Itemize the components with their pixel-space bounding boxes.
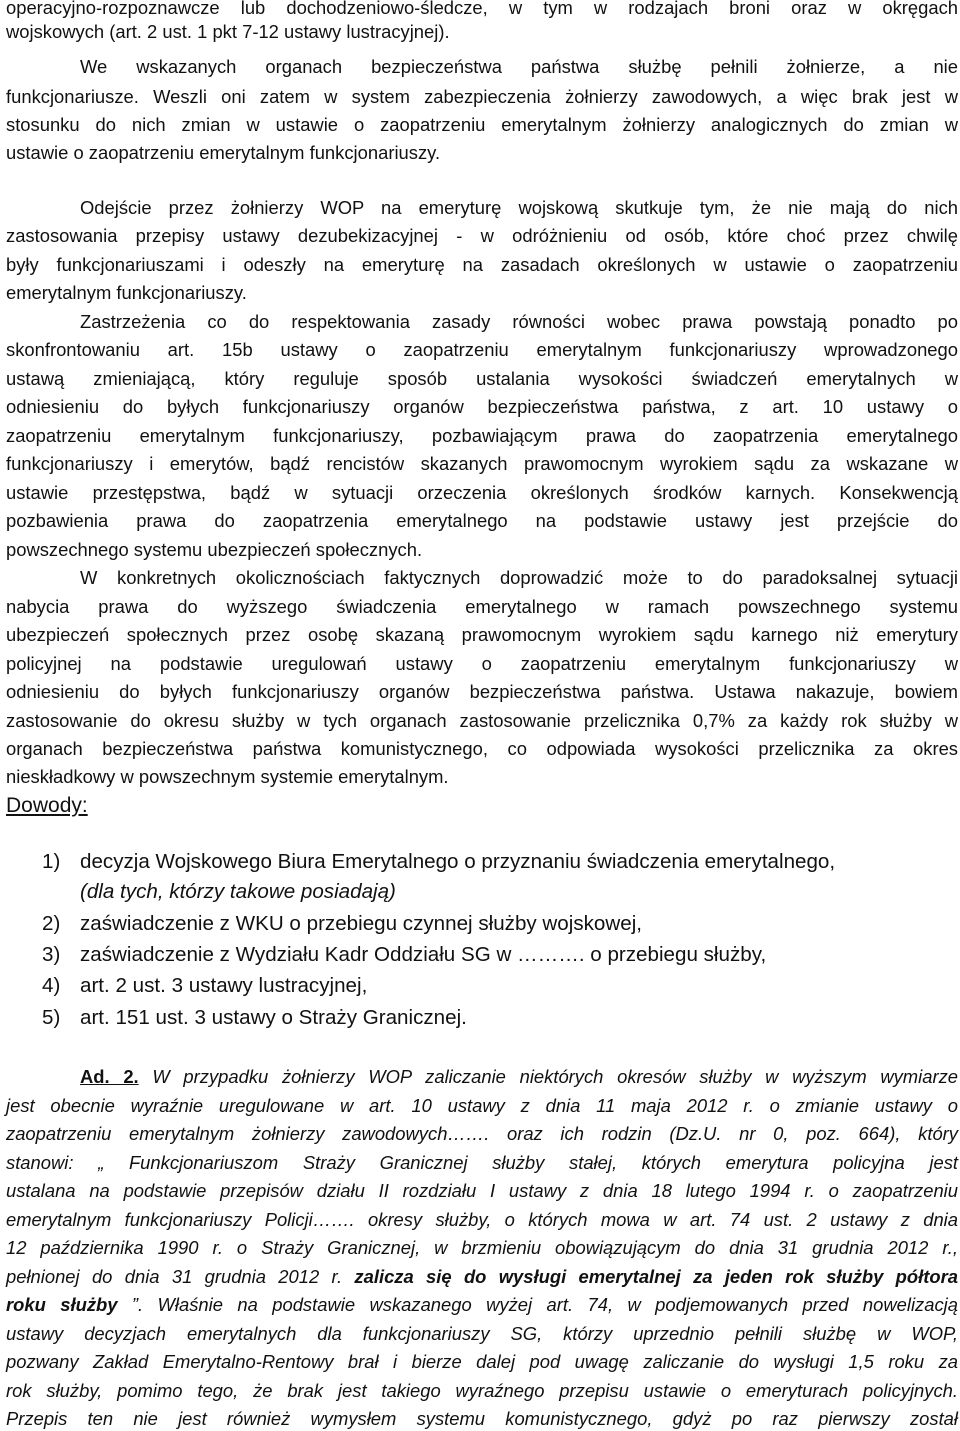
text-line: emerytalnym funkcjonariuszy. bbox=[6, 282, 247, 303]
text-line: zaopatrzeniu emerytalnym funkcjonariuszy, pozbawiającym prawa do zaopatrzenia emerytalnego bbox=[6, 425, 958, 446]
text-line: policyjnej na podstawie uregulowań ustawy o zaopatrzeniu emerytalnym funkcjonariuszy w bbox=[6, 653, 958, 674]
text-line: 12 października 1990 r. o Straży Granicznej, w brzmieniu obowiązującym do dnia 31 grudnia 2012 r., bbox=[6, 1237, 958, 1258]
list-text: (dla tych, którzy takowe posiadają) bbox=[80, 880, 396, 903]
emphasis-span: roku służby bbox=[6, 1294, 118, 1315]
text-line: ustawą zmieniającą, który reguluje sposób ustalania wysokości świadczeń emerytalnych w bbox=[6, 368, 958, 389]
text-line: operacyjno-rozpoznawcze lub dochodzeniowo-śledcze, w tym w rodzajach broni oraz w okręgach bbox=[6, 0, 958, 18]
text-line: zaopatrzeniu emerytalnym żołnierzy zawodowych……. oraz ich rodzin (Dz.U. nr 0, poz. 664), który bbox=[6, 1123, 958, 1144]
text-line: stanowi: „ Funkcjonariuszom Straży Granicznej służby stałej, których emerytura policyjna jest bbox=[6, 1152, 958, 1173]
list-number: 4) bbox=[42, 974, 61, 997]
emphasis-span: zalicza się do wysługi emerytalnej za jeden rok służby półtora bbox=[354, 1266, 958, 1287]
list-text: art. 151 ust. 3 ustawy o Straży Granicznej. bbox=[80, 1006, 467, 1029]
text-line: pozwany Zakład Emerytalno-Rentowy brał i bierze dalej pod uwagę zaliczanie do wysługi 1,5 roku za bbox=[6, 1351, 958, 1372]
text-line: odniesieniu do byłych funkcjonariuszy organów bezpieczeństwa państwa. Ustawa nakazuje, bowiem bbox=[6, 681, 958, 702]
text-line: zastosowania przepisy ustawy dezubekizacyjnej - w odróżnieniu od osób, które choć przez chwilę bbox=[6, 225, 958, 246]
text-line: zastosowanie do okresu służby w tych organach zastosowanie przelicznika 0,7% za każdy rok służby w bbox=[6, 710, 958, 731]
text-line: funkcjonariuszy i emerytów, bądź rencistów skazanych prawomocnym wyrokiem sądu za wskazane w bbox=[6, 453, 958, 474]
text-line: skonfrontowaniu art. 15b ustawy o zaopatrzeniu emerytalnym funkcjonariuszy wprowadzonego bbox=[6, 339, 958, 360]
text-line: W konkretnych okolicznościach faktycznych doprowadzić może to do paradoksalnej sytuacji bbox=[80, 567, 958, 588]
text-line bbox=[6, 1293, 958, 1317]
text-line: ustalana na podstawie przepisów działu II rozdziału I ustawy z dnia 18 lutego 1994 r. o zaopatrzeniu bbox=[6, 1180, 958, 1201]
text-line: ustawie o zaopatrzeniu emerytalnym funkcjonariuszy. bbox=[6, 142, 441, 163]
text-line: pozbawienia prawa do zaopatrzenia emerytalnego na podstawie ustawy jest przejście do bbox=[6, 510, 958, 531]
text-line: odniesieniu do byłych funkcjonariuszy organów bezpieczeństwa państwa, z art. 10 ustawy o bbox=[6, 396, 958, 417]
text-line: We wskazanych organach bezpieczeństwa państwa służbę pełnili żołnierze, a nie bbox=[80, 56, 958, 77]
list-text: zaświadczenie z Wydziału Kadr Oddziału SG w ………. o przebiegu służby, bbox=[80, 943, 767, 966]
text-line: rok służby, pomimo tego, że brak jest takiego wyraźnego przepisu ustawie o emeryturach policyjnych. bbox=[6, 1380, 958, 1401]
text-line: ustawie przestępstwa, bądź w sytuacji orzeczenia określonych środków karnych. Konsekwencją bbox=[6, 482, 958, 503]
list-text: art. 2 ust. 3 ustawy lustracyjnej, bbox=[80, 974, 368, 997]
list-number: 2) bbox=[42, 912, 61, 935]
text-line: nabycia prawa do wyższego świadczenia emerytalnego w ramach powszechnego systemu bbox=[6, 596, 958, 617]
text-line: były funkcjonariuszami i odeszły na emeryturę na zasadach określonych w ustawie o zaopatrzeniu bbox=[6, 254, 958, 275]
text-line: nieskładkowy w powszechnym systemie emerytalnym. bbox=[6, 766, 449, 787]
list-text: zaświadczenie z WKU o przebiegu czynnej służby wojskowej, bbox=[80, 912, 642, 935]
text-line: Przepis ten nie jest również wymysłem systemu komunistycznego, gdyż po raz pierwszy został bbox=[6, 1408, 958, 1429]
text-line: ustawy decyzjach emerytalnych dla funkcjonariuszy SG, którzy uprzednio pełnili służbę w WOP, bbox=[6, 1323, 958, 1344]
text-line: jest obecnie wyraźnie uregulowane w art. 10 ustawy z dnia 11 maja 2012 r. o zmianie ustawy o bbox=[6, 1095, 958, 1116]
text-span: pełnionej do dnia 31 grudnia 2012 r. bbox=[6, 1266, 355, 1287]
text-line: organach bezpieczeństwa państwa komunistycznego, co odpowiada wysokości przelicznika za okres bbox=[6, 738, 958, 759]
text-line: wojskowych (art. 2 ust. 1 pkt 7-12 ustawy lustracyjnej). bbox=[6, 21, 450, 42]
text-line: powszechnego systemu ubezpieczeń społecznych. bbox=[6, 539, 423, 560]
text-line: Zastrzeżenia co do respektowania zasady równości wobec prawa powstają ponadto po bbox=[80, 311, 958, 332]
text-span: ”. Właśnie na podstawie wskazanego wyżej art. 74, w podjemowanych przed nowelizacją bbox=[117, 1294, 958, 1315]
text-line: funkcjonariusze. Weszli oni zatem w system zabezpieczenia żołnierzy zawodowych, a więc brak jest w bbox=[6, 86, 958, 107]
list-number: 5) bbox=[42, 1006, 61, 1029]
text-line: stosunku do nich zmian w ustawie o zaopatrzeniu emerytalnym żołnierzy analogicznych do zmian w bbox=[6, 114, 958, 135]
list-number: 1) bbox=[42, 850, 61, 873]
text-line bbox=[6, 1265, 958, 1289]
text-span: W przypadku żołnierzy WOP zaliczanie niektórych okresów służby w wyższym wymiarze bbox=[152, 1066, 958, 1087]
text-line: ubezpieczeń społecznych przez osobę skazaną prawomocnym wyrokiem sądu karnego niż emerytury bbox=[6, 624, 958, 645]
list-text: decyzja Wojskowego Biura Emerytalnego o przyznaniu świadczenia emerytalnego, bbox=[80, 850, 836, 873]
text-line: emerytalnym funkcjonariuszy Policji……. okresy służby, o których mowa w art. 74 ust. 2 ustawy z dnia bbox=[6, 1209, 958, 1230]
list-number: 3) bbox=[42, 943, 61, 966]
text-line: Odejście przez żołnierzy WOP na emeryturę wojskową skutkuje tym, że nie mają do nich bbox=[80, 197, 958, 218]
text-line bbox=[80, 1065, 958, 1089]
ad-label: Ad. 2. bbox=[80, 1066, 139, 1087]
section-heading: Dowody: bbox=[6, 794, 88, 817]
